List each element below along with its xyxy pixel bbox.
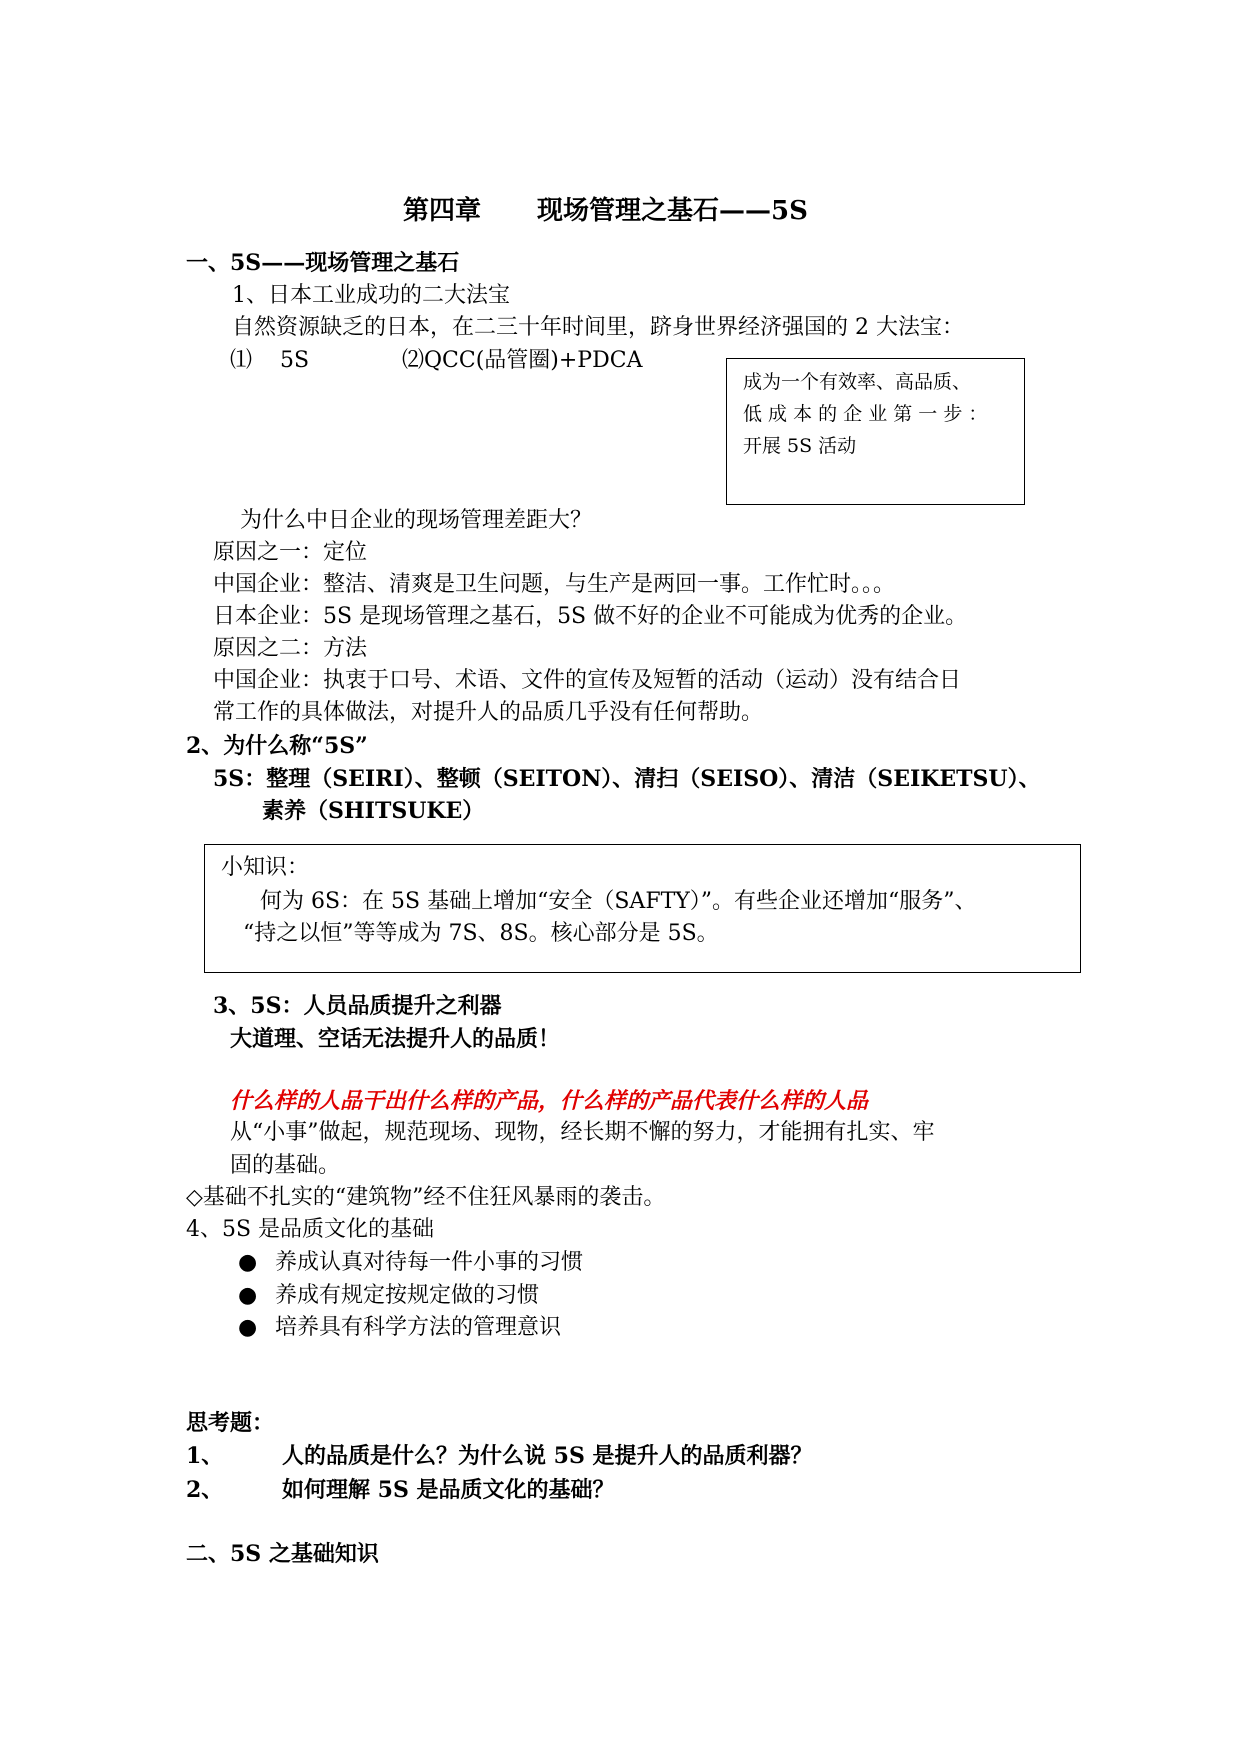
section-1-heading: 一、5S——现场管理之基石 <box>186 250 460 276</box>
quality-motto: 什么样的人品干出什么样的产品，什么样的产品代表什么样的人品 <box>230 1088 869 1114</box>
tip-title: 小知识： <box>221 855 310 880</box>
bullet-icon: ● <box>238 1315 258 1340</box>
list-item-number: ⑴ <box>230 348 253 373</box>
section-3-heading: 3、5S：人员品质提升之利器 <box>213 993 502 1019</box>
tip-box <box>204 844 1081 973</box>
list-item-qcc: ⑵QCC(品管圈)+PDCA <box>402 348 643 373</box>
think-question-number: 2、 <box>186 1477 224 1503</box>
section-3-text-line1: 从“小事”做起，规范现场、现物，经长期不懈的努力，才能拥有扎实、牢 <box>230 1120 935 1145</box>
side-note-box <box>726 358 1025 505</box>
page-title: 现场管理之基石——5S <box>537 196 808 226</box>
side-note-line: 开展 5S 活动 <box>743 435 857 457</box>
side-note-line: 低 成 本 的 企 业 第 一 步 ： <box>743 403 988 425</box>
side-note-line: 成为一个有效率、高品质、 <box>743 371 972 393</box>
subsection-1-1-heading: 1、日本工业成功的二大法宝 <box>232 283 510 308</box>
think-question: 如何理解 5S 是品质文化的基础？ <box>282 1477 615 1503</box>
china-position-text: 中国企业：整洁、清爽是卫生问题，与生产是两回一事。工作忙时。。。 <box>213 572 896 597</box>
5s-definition-line1: 5S：整理（SEIRI）、整顿（SEITON）、清扫（SEISO）、清洁（SEIKETSU）、 <box>213 766 1041 792</box>
next-section-heading: 二、5S 之基础知识 <box>186 1541 379 1567</box>
think-question: 人的品质是什么？为什么说 5S 是提升人的品质利器？ <box>282 1443 813 1469</box>
reason-2-heading: 原因之二：方法 <box>213 636 368 661</box>
list-item-5s: 5S <box>280 348 310 373</box>
think-question-number: 1、 <box>186 1443 224 1469</box>
5s-definition-line2: 素养（SHITSUKE） <box>262 798 485 824</box>
bullet-item: 养成有规定按规定做的习惯 <box>275 1283 540 1308</box>
section-3-text-line2: 固的基础。 <box>230 1153 341 1178</box>
section-4-heading: 4、5S 是品质文化的基础 <box>186 1217 435 1242</box>
bullet-icon: ● <box>238 1250 258 1275</box>
tip-text-line1: 何为 6S：在 5S 基础上增加“安全（SAFTY）”。有些企业还增加“服务”、 <box>260 889 977 914</box>
china-method-text-line1: 中国企业：执衷于口号、术语、文件的宣传及短暂的活动（运动）没有结合日 <box>213 668 962 693</box>
section-2-heading: 2、为什么称“5S” <box>186 733 368 759</box>
tip-text-line2: “持之以恒”等等成为 7S、8S。核心部分是 5S。 <box>243 921 719 946</box>
paragraph-two-treasures: 自然资源缺乏的日本，在二三十年时间里，跻身世界经济强国的 2 大法宝： <box>232 315 964 340</box>
bullet-item: 培养具有科学方法的管理意识 <box>275 1315 562 1340</box>
question-why: 为什么中日企业的现场管理差距大？ <box>240 508 593 533</box>
think-heading: 思考题： <box>186 1410 275 1436</box>
diamond-note: ◇基础不扎实的“建筑物”经不住狂风暴雨的袭击。 <box>186 1185 666 1210</box>
bullet-item: 养成认真对待每一件小事的习惯 <box>275 1250 584 1275</box>
section-3-subheading: 大道理、空话无法提升人的品质！ <box>230 1026 561 1052</box>
reason-1-heading: 原因之一：定位 <box>213 540 368 565</box>
china-method-text-line2: 常工作的具体做法，对提升人的品质几乎没有任何帮助。 <box>213 700 764 725</box>
japan-position-text: 日本企业：5S 是现场管理之基石，5S 做不好的企业不可能成为优秀的企业。 <box>213 604 968 629</box>
bullet-icon: ● <box>238 1283 258 1308</box>
chapter-number: 第四章 <box>403 196 482 226</box>
